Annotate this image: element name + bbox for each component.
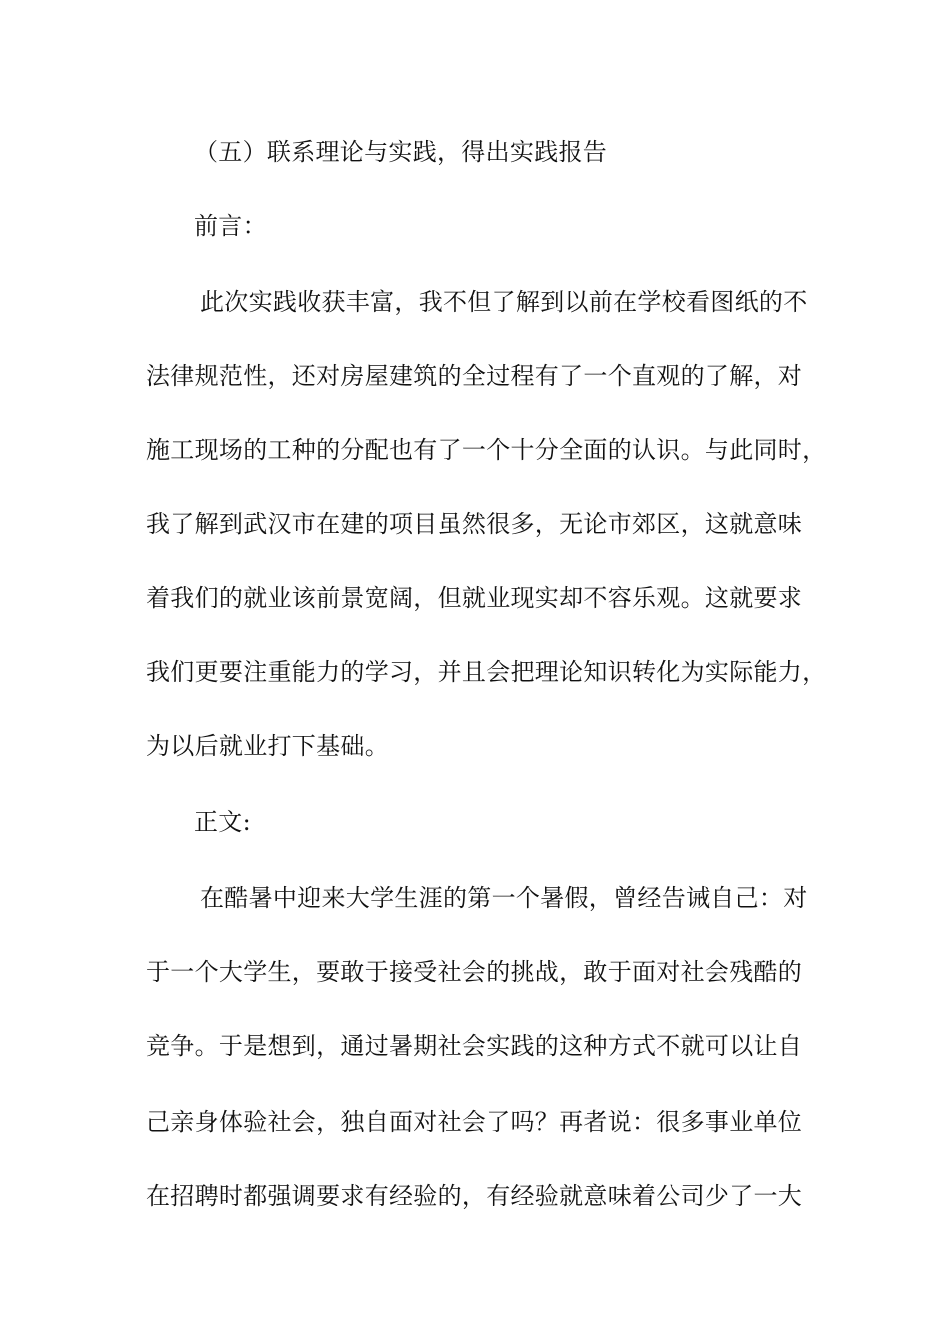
preface-line: 我们更要注重能力的学习，并且会把理论知识转化为实际能力， xyxy=(146,658,827,686)
preface-line: 我了解到武汉市在建的项目虽然很多，无论市郊区，这就意味 xyxy=(146,510,803,538)
section-heading: （五）联系理论与实践，得出实践报告 xyxy=(194,138,608,166)
body-line: 竞争。于是想到，通过暑期社会实践的这种方式不就可以让自 xyxy=(146,1032,803,1060)
preface-line: 着我们的就业该前景宽阔，但就业现实却不容乐观。这就要求 xyxy=(146,584,803,612)
preface-line: 此次实践收获丰富，我不但了解到以前在学校看图纸的不 xyxy=(200,288,808,316)
body-line: 在酷暑中迎来大学生涯的第一个暑假，曾经告诫自己：对 xyxy=(200,884,808,912)
body-line: 于一个大学生，要敢于接受社会的挑战，敢于面对社会残酷的 xyxy=(146,958,803,986)
preface-line: 为以后就业打下基础。 xyxy=(146,732,389,760)
preface-label: 前言： xyxy=(194,212,267,240)
preface-line: 施工现场的工种的分配也有了一个十分全面的认识。与此同时， xyxy=(146,436,827,464)
body-label: 正文: xyxy=(194,808,251,836)
body-line: 己亲身体验社会，独自面对社会了吗？再者说：很多事业单位 xyxy=(146,1108,803,1136)
preface-line: 法律规范性，还对房屋建筑的全过程有了一个直观的了解，对 xyxy=(146,362,803,390)
body-line: 在招聘时都强调要求有经验的，有经验就意味着公司少了一大 xyxy=(146,1182,803,1210)
